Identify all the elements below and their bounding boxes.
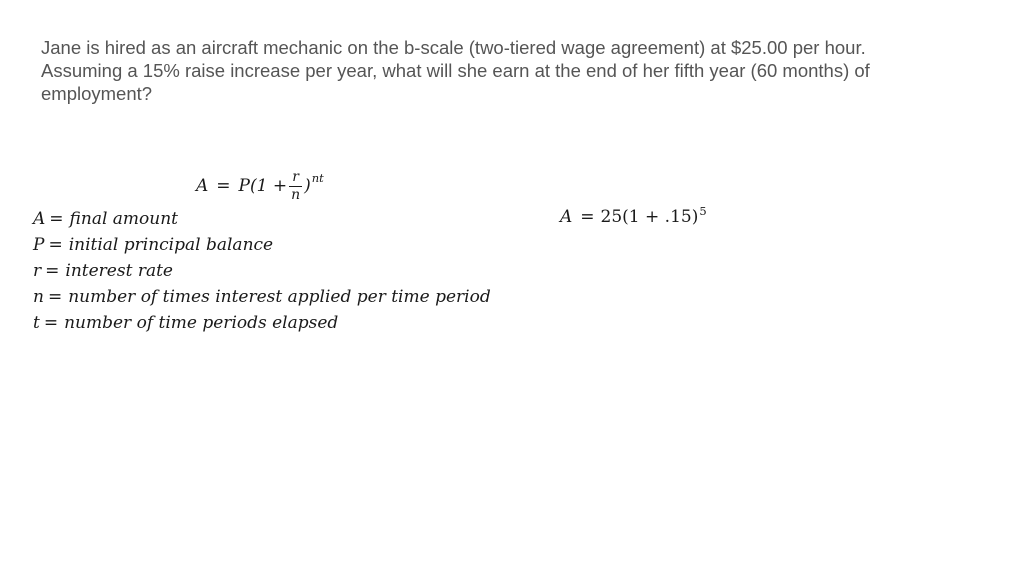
definition-variable: A	[33, 209, 46, 229]
formula-exponent: nt	[311, 171, 324, 185]
definition-variable: P	[33, 235, 45, 255]
work-lhs: A	[560, 207, 573, 227]
work-base: 25(1 + .15)	[600, 207, 699, 227]
formula-numerator: r	[292, 169, 299, 185]
question-line-3: employment?	[41, 83, 153, 104]
definition-variable: r	[33, 261, 42, 281]
definition-row	[33, 284, 491, 310]
work-equals: =	[580, 207, 595, 227]
definition-text: final amount	[69, 209, 179, 229]
definition-text: number of time periods elapsed	[64, 313, 339, 333]
definition-equals: =	[47, 287, 63, 307]
definition-text: initial principal balance	[68, 235, 274, 255]
definition-equals: =	[48, 235, 63, 255]
question-text	[41, 36, 941, 105]
definition-text: interest rate	[65, 261, 173, 281]
definition-variable: t	[33, 313, 40, 333]
formula-lhs: A	[196, 176, 209, 196]
definition-row	[33, 310, 491, 336]
question-line-2: Assuming a 15% raise increase per year, what will she earn at the end of her fifth year (60 months) of	[41, 60, 870, 81]
work-exponent: 5	[699, 204, 707, 218]
formula-after-fraction: )	[304, 176, 311, 196]
definition-row	[33, 232, 491, 258]
worked-equation	[560, 204, 707, 231]
formula-equals: =	[216, 176, 231, 196]
variable-definitions	[33, 206, 491, 336]
definition-equals: =	[49, 209, 64, 229]
definition-variable: n	[33, 287, 44, 307]
formula-fraction	[289, 170, 302, 202]
compound-interest-formula	[196, 162, 324, 210]
definition-equals: =	[45, 261, 60, 281]
definition-text: number of times interest applied per time period	[68, 287, 491, 307]
question-line-1: Jane is hired as an aircraft mechanic on the b-scale (two-tiered wage agreement) at $25.00 per hour.	[41, 37, 866, 58]
definition-row	[33, 206, 491, 232]
definition-row	[33, 258, 491, 284]
formula-before-fraction: P(1 +	[238, 176, 288, 196]
definition-equals: =	[43, 313, 59, 333]
formula-denominator: n	[291, 187, 301, 203]
